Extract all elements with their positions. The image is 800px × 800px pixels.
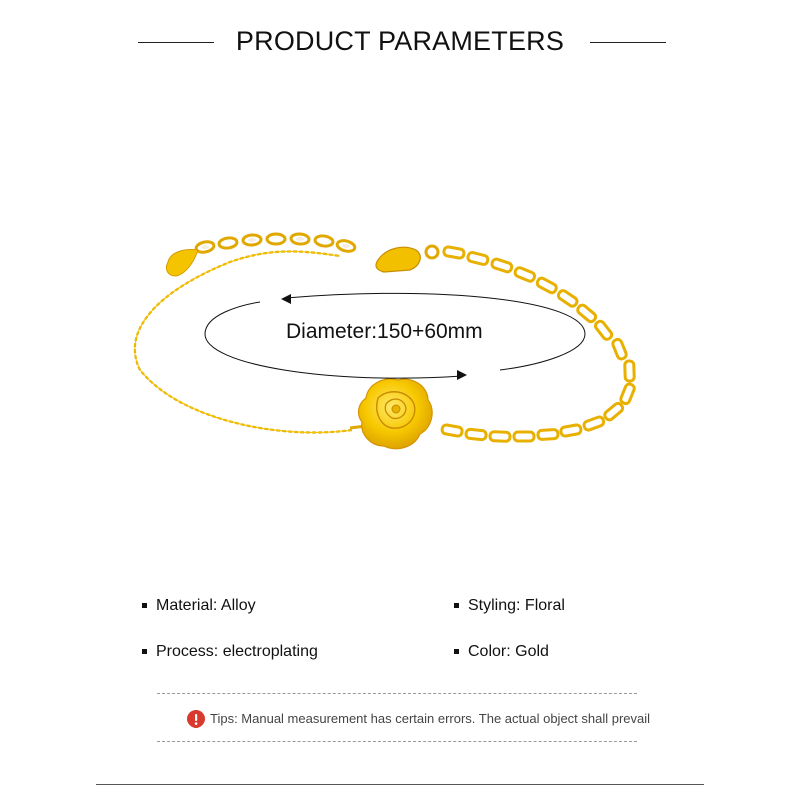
spec-text: Process: electroplating — [156, 643, 318, 660]
spec-text: Color: Gold — [468, 643, 549, 660]
arrow-right-icon — [457, 370, 467, 380]
end-tag — [166, 250, 198, 277]
diameter-label: Diameter:150+60mm — [286, 320, 483, 343]
spec-text: Styling: Floral — [468, 597, 565, 614]
rose-charm — [350, 379, 432, 449]
bullet-icon — [142, 649, 147, 654]
spec-color — [468, 643, 549, 661]
spec-process — [156, 643, 318, 661]
clasp — [376, 246, 438, 272]
warning-icon — [186, 709, 206, 729]
bullet-icon — [454, 649, 459, 654]
page-title: PRODUCT PARAMETERS — [235, 26, 565, 56]
arrow-left-icon — [281, 294, 291, 304]
bullet-icon — [142, 603, 147, 608]
footer-divider — [96, 784, 704, 785]
bullet-icon — [454, 603, 459, 608]
spec-styling — [468, 597, 565, 615]
tip-divider-top — [157, 693, 637, 694]
spec-material — [156, 597, 256, 615]
extension-chain — [195, 233, 356, 253]
spec-text: Material: Alloy — [156, 597, 256, 614]
tip-divider-bottom — [157, 741, 637, 742]
tip-text: Tips: Manual measurement has certain errors. The actual object shall prevail — [210, 711, 651, 726]
